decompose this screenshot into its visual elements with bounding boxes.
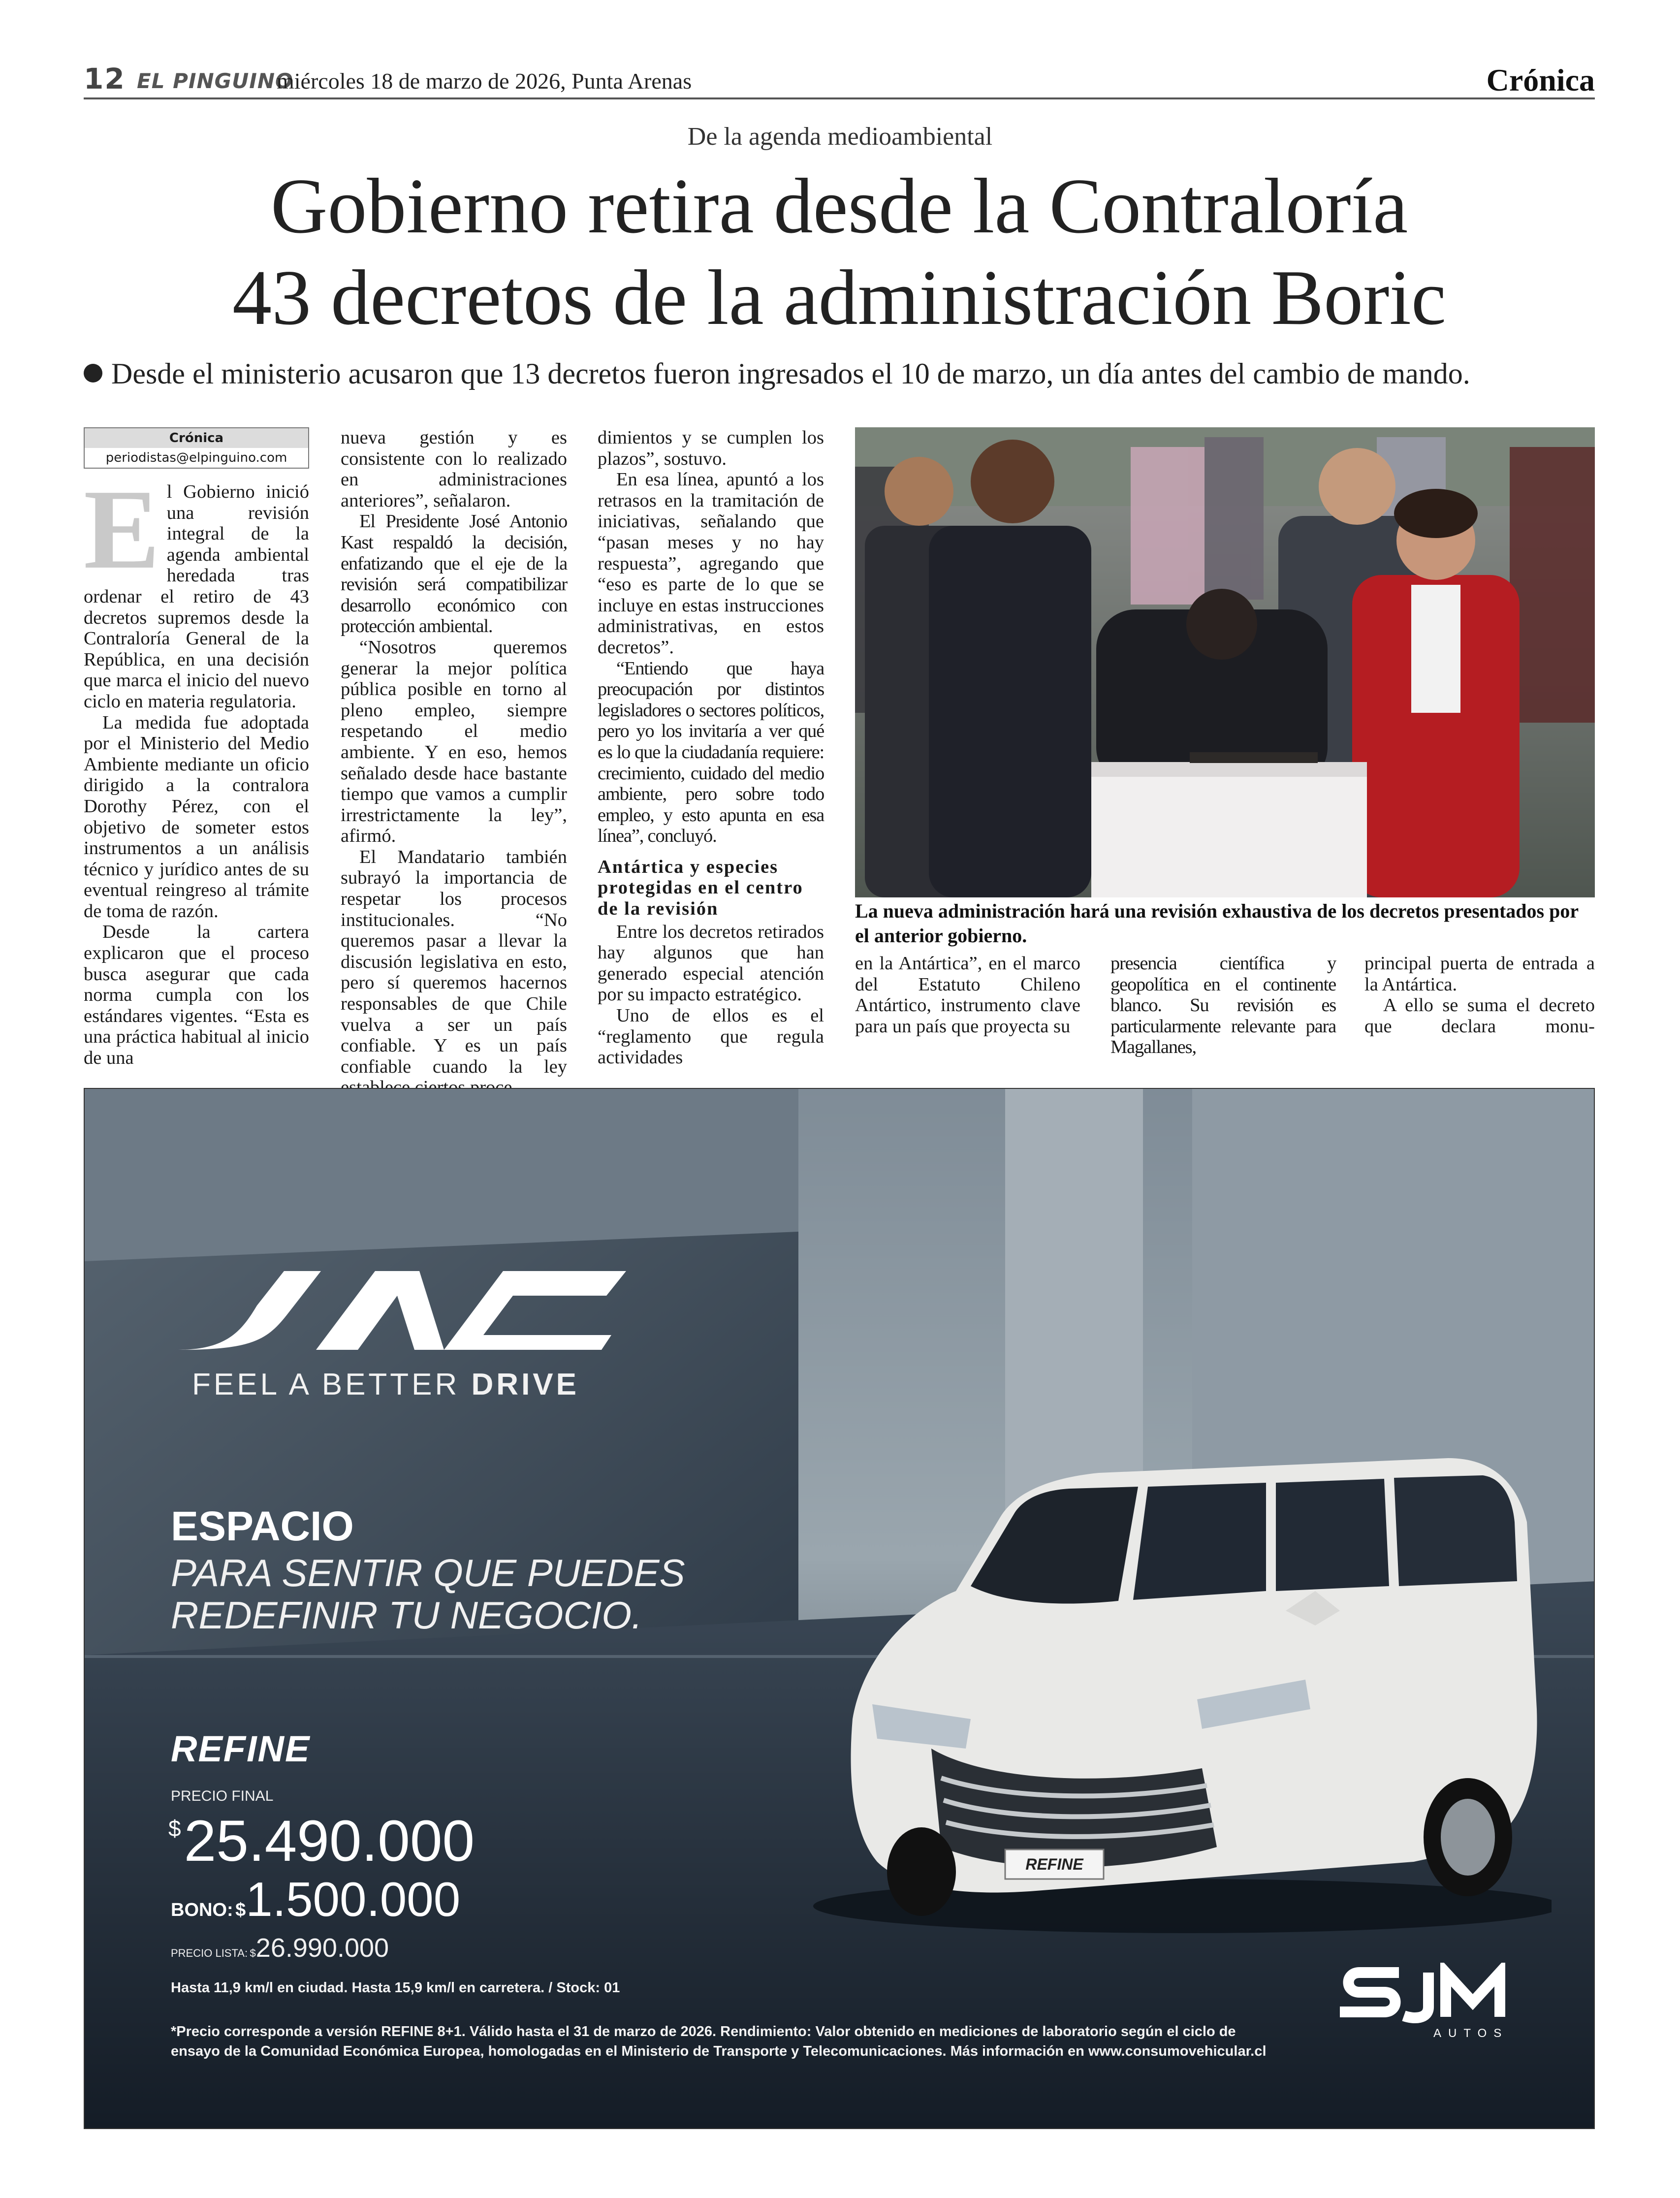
paragraph-10-full: Uno de ellos es el “reglamento que regula actividades en la Antártica”, en el marco del Estatuto Chileno Antártico, instrumento clave para un país que proyecta su presencia científica y geopolítica en el continente blanco. Su revisión es particularmente relevante para Magallanes, principal puerta de entrada a la Antártica. [150,1058,214,1059]
headline-line-1: Gobierno retira desde la Contraloría [270,162,1408,250]
newspaper-name: EL PINGUINO [137,69,293,93]
bullet-icon [84,364,102,382]
section-name: Crónica [1486,63,1595,97]
final-price [168,1808,475,1875]
paragraph-tail: en la Antártica”, en el marco del Estatuto Chileno Antártico, instrumento clave para un país que proyecta su [855,953,1080,1037]
ad-slogan [171,1552,685,1636]
model-name: REFINE [171,1728,311,1769]
paragraph: El Mandatario también subrayó la importancia de respetar los procesos institucionales. “No queremos pasar a llevar la discusión legislativa en esto, pero sí queremos hacernos responsables de que Chile vuelva a ser un país confiable. Y es un país confiable cuando la ley [341,846,567,1077]
paragraph: En esa línea, apuntó a los retrasos en la tramitación de iniciativas, señalando que “pasan meses y no hay respuesta”, agregando que “eso es parte de lo que se incluye en estas instrucciones administrativas, en estos decretos”. [598,469,824,658]
car-advertisement[interactable] [84,1088,1595,2129]
paragraph [84,466,309,712]
legal-disclaimer: *Precio corresponde a versión REFINE 8+1. Válido hasta el 31 de marzo de 2026. Rendimiento: Valor obtenido en mediciones de laboratorio según el ciclo de ensayo de la Comunidad Económica Europea, homologadas en el Ministerio de Transporte y Telecomunicaciones. Más información en www.consumovehicular.cl [171,2024,1267,2059]
van-image [793,1404,1552,1936]
ad-tagline [192,1367,579,1402]
paragraph: Uno de ellos es el “reglamento que regula actividades [598,1005,824,1068]
byline-box [84,427,309,469]
slogan-line-2: REDEFINIR TU NEGOCIO. [171,1593,642,1637]
article-kicker: De la agenda medioambiental [687,123,993,151]
drop-cap: E [84,466,160,593]
paragraph: “Nosotros queremos generar la mejor política pública posible en torno al pleno empleo, siempre respetando el medio ambiente. Y en eso, hemos señalado desde hace bastante tiempo que vamos a cumplir irrestrictamente la ley”, afirmó. [341,637,567,847]
paragraph: Desde la cartera explicaron que el proceso busca asegurar que cada norma cumpla con los estándares vigentes. “Esta es una práctica habitual al inicio de una [84,922,309,1069]
article-column-5 [1110,953,1336,1058]
paragraph: La medida fue adoptada por el Ministerio del Medio Ambiente mediante un oficio dirigido a la contralora Dorothy Pérez, con el objetivo de someter estos instrumentos a un análisis técnico y jurídico antes de su eventual reingreso al trámite de toma de razón. [84,712,309,922]
dealer-logo [1335,1963,1512,2027]
tagline-light: FEEL A BETTER [192,1368,472,1402]
list-price [171,1933,389,1963]
article-column-2-text [341,427,567,1098]
paragraph-text: l Gobierno inició una revisión integral de la agenda ambiental heredada tras ordenar el retiro de 43 decretos supremos desde la Contraloría General de la República, en una decisión que marca el inicio del nuevo ciclo en materia regulatoria. [84,481,309,712]
paragraph: “Entiendo que haya preocupación por distintos legisladores o sectores políticos, pero yo los invitaría a ver qué es lo que la ciudadanía requiere: crecimiento, cuidado del medio ambiente, pero sobre todo empleo, y esto apunta en esa línea”, concluyó. [598,658,824,847]
article-photo [855,427,1595,897]
plate-text: REFINE [1025,1855,1083,1873]
article-full-text [84,1058,1595,1059]
paragraph-tail: principal puerta de entrada a la Antártica. [1364,953,1595,995]
currency-symbol: $ [235,1900,246,1920]
paragraph: A ello se suma el decreto que declara monu- [1364,995,1595,1037]
article-column-6 [1364,953,1595,1037]
article-column-1 [84,427,309,1069]
deck-text: Desde el ministerio acusaron que 13 decretos fueron ingresados el 10 de marzo, un día antes del cambio de mando. [111,357,1470,390]
tagline-bold: DRIVE [471,1368,580,1402]
brand-logo [168,1261,641,1360]
article-subhead: Antártica y especies protegidas en el centro de la revisión [598,856,803,920]
slogan-line-1: PARA SENTIR QUE PUEDES [171,1551,685,1594]
photo-illustration [855,427,1595,897]
lista-value: 26.990.000 [255,1933,389,1963]
ad-headline: ESPACIO [171,1503,354,1549]
paragraph-tail: nueva gestión y es consistente con lo realizado en administraciones anteriores”, señalaron. [341,427,567,511]
photo-caption: La nueva administración hará una revisión exhaustiva de los decretos presentados por el anterior gobierno. [855,900,1579,947]
article-column-4 [855,953,1080,1037]
paragraph: El Presidente José Antonio Kast respaldó la decisión, enfatizando que el eje de la revisión será compatibilizar desarrollo económico con protección ambiental. [341,511,567,637]
currency-symbol: $ [168,1816,181,1841]
bono-label: BONO: [171,1900,233,1920]
bonus-price [171,1872,460,1927]
bono-value: 1.500.000 [246,1872,461,1926]
currency-symbol: $ [250,1947,256,1959]
byline-email[interactable]: periodistas@elpinguino.com [105,450,287,465]
price-label: PRECIO FINAL [171,1788,274,1804]
article-column-3 [598,427,824,1068]
paragraph-tail: presencia científica y geopolítica en el continente blanco. Su revisión es particularmente relevante para Magallanes, [1110,953,1336,1058]
paragraph: Entre los decretos retirados hay algunos que han generado especial atención por su impacto estratégico. [598,921,824,1005]
article-headline [84,160,1595,343]
paragraph-tail: dimientos y se cumplen los plazos”, sostuvo. [598,427,824,469]
dealer-subtitle: AUTOS [1433,2027,1509,2040]
price-value: 25.490.000 [184,1809,475,1874]
page-number: 12 [84,62,126,96]
dateline: miércoles 18 de marzo de 2026, Punta Arenas [277,68,692,94]
byline-section: Crónica [85,428,308,448]
lista-label: PRECIO LISTA: [171,1947,248,1959]
article-deck [84,357,1595,391]
performance-note: Hasta 11,9 km/l en ciudad. Hasta 15,9 km/l en carretera. / Stock: 01 [171,1980,620,1996]
page-header [84,60,1595,99]
paragraph-6-full: El Mandatario también subrayó la importancia de respetar los procesos institucionales. “No queremos pasar a llevar la discusión legislativa en esto, pero sí queremos hacernos responsables de que Chile vuelva a ser un país confiable. Y es un país confiable cuando la ley establece ciertos procedimientos y se cumplen los plazos”, sostuvo. [84,1058,150,1059]
headline-line-2: 43 decretos de la administración Boric [232,254,1446,341]
